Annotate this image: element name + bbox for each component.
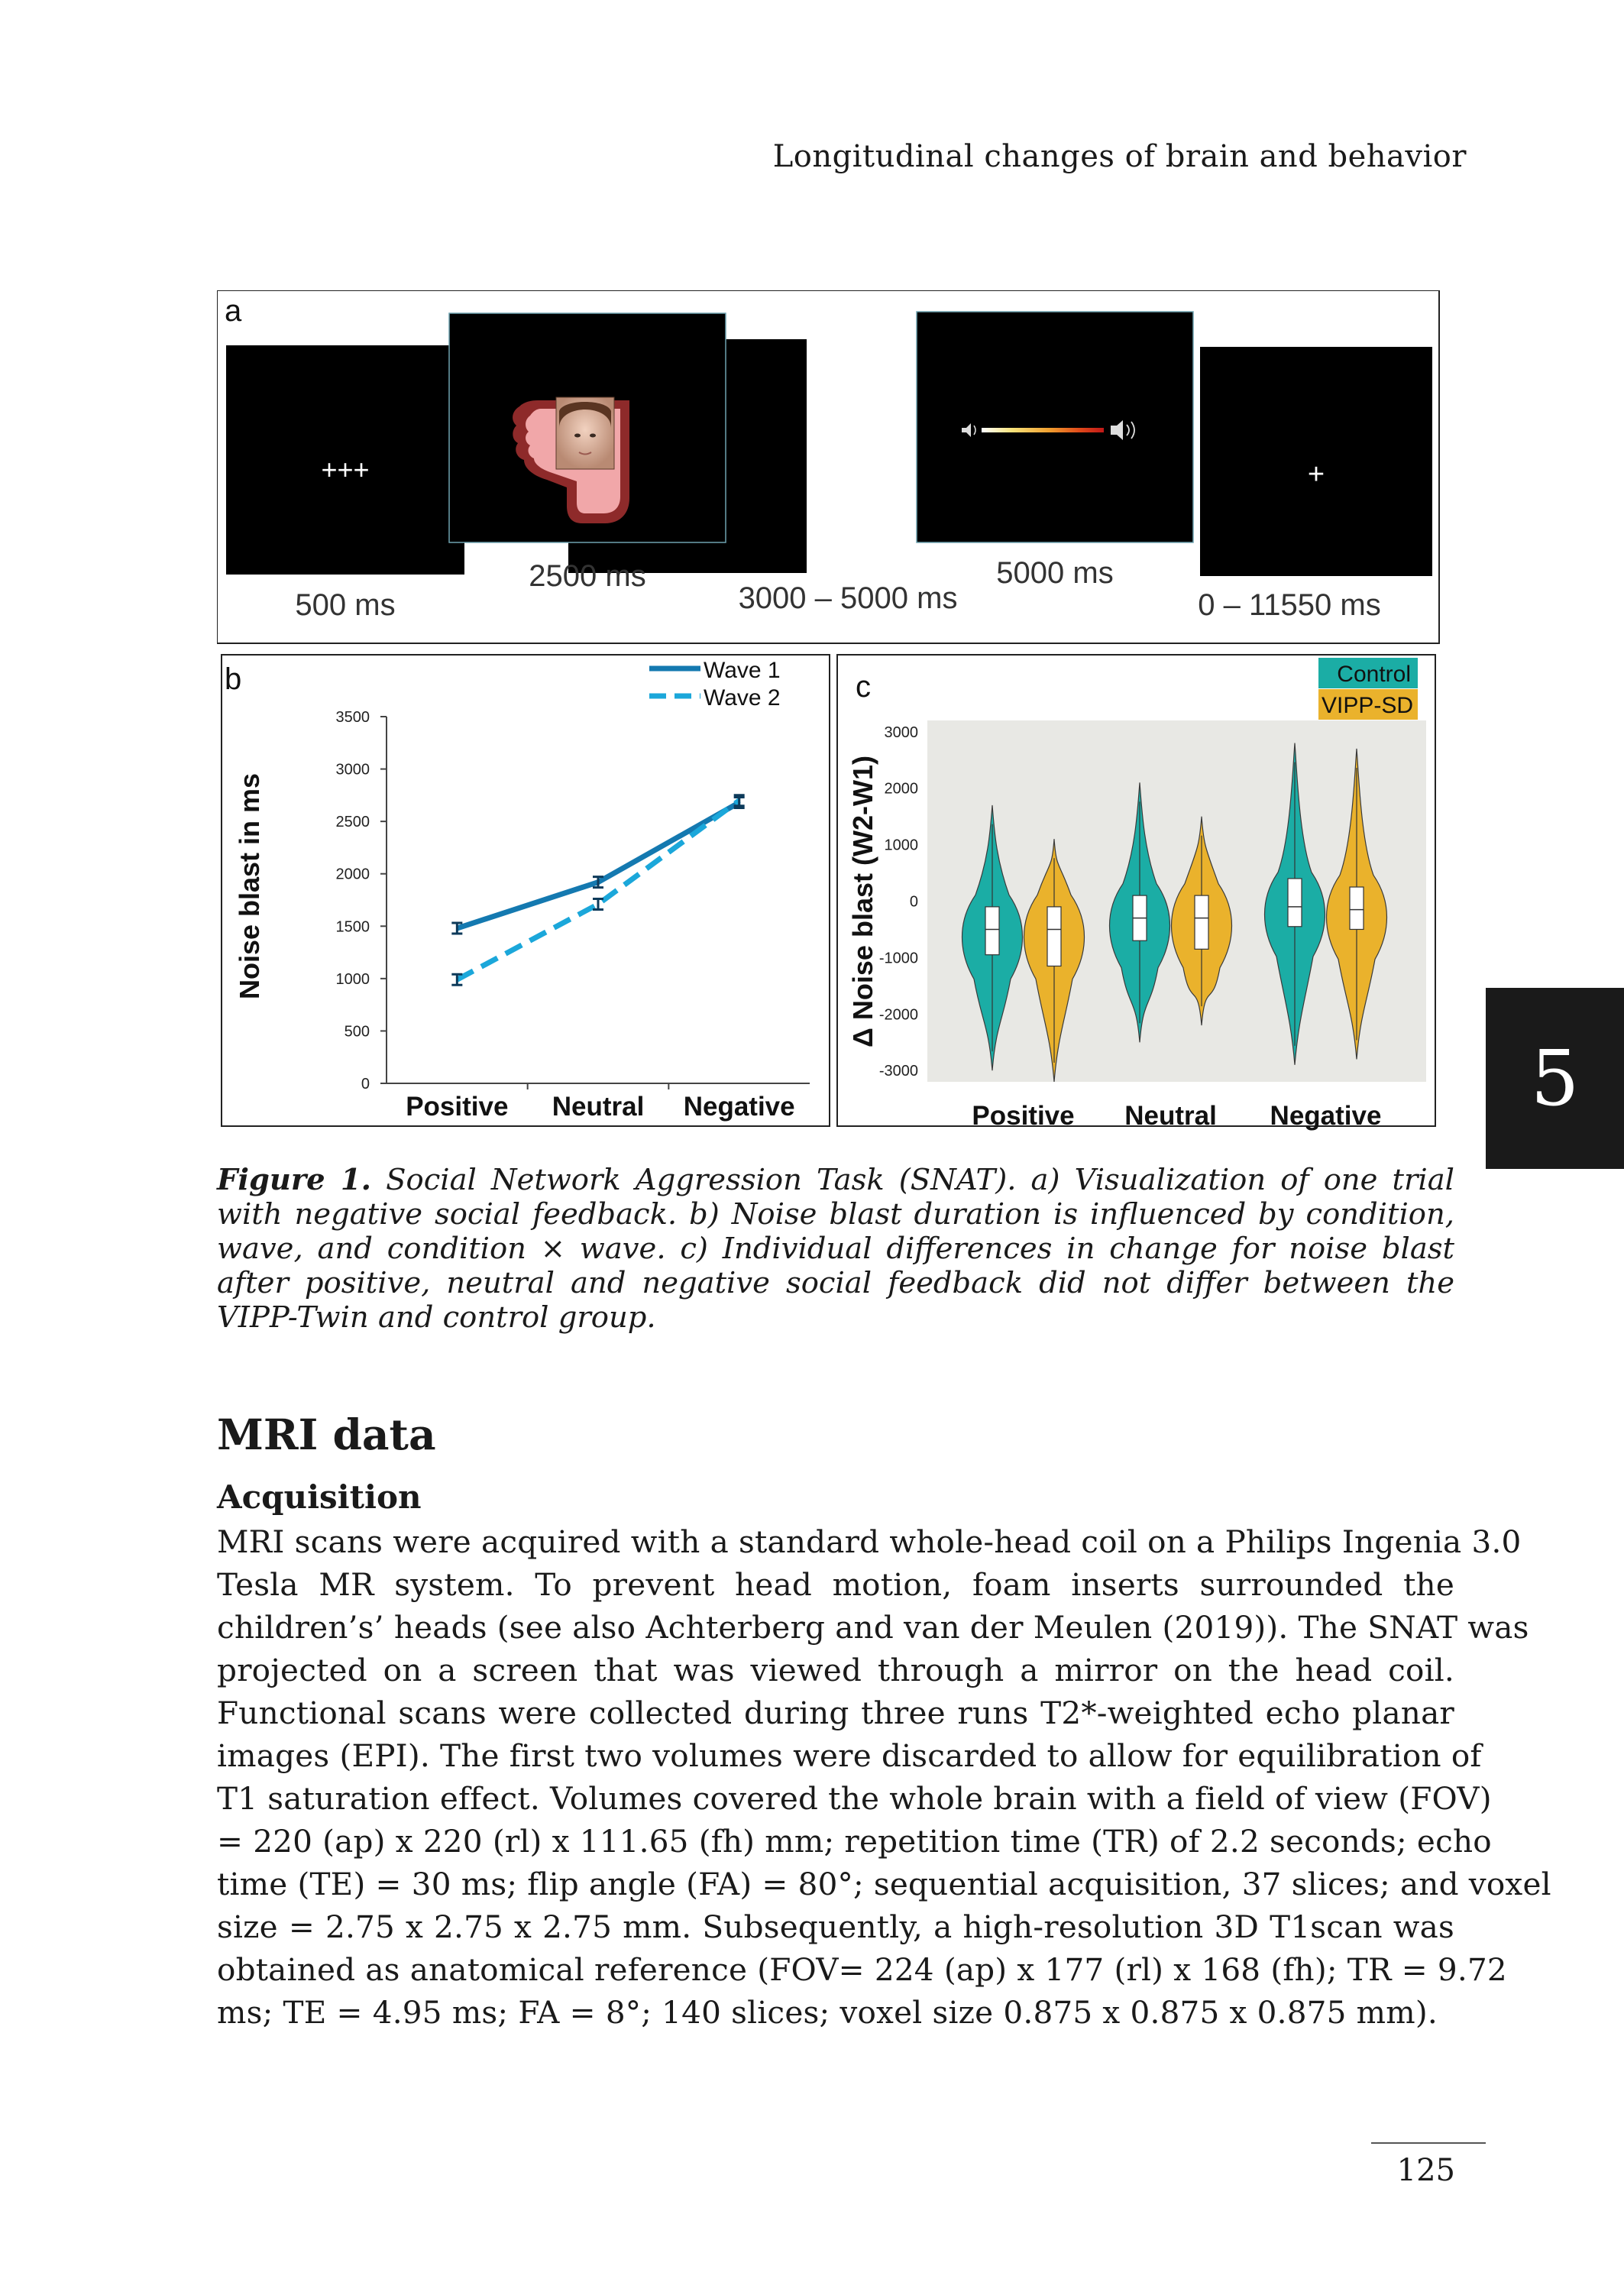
box-iqr [985, 907, 999, 955]
paragraph-line: Tesla MR system. To prevent head motion, foam inserts surrounded the [217, 1566, 1454, 1603]
y-tick-label: 1500 [335, 918, 370, 936]
paragraph-line: time (TE) = 30 ms; flip angle (FA) = 80°; sequential acquisition, 37 slices; and voxel [217, 1866, 1551, 1902]
legend-label-control: Control [1337, 662, 1411, 687]
duration-4: 5000 ms [996, 556, 1114, 590]
paragraph-line: images (EPI). The first two volumes were discarded to allow for equilibration of [217, 1737, 1482, 1774]
panel-c-ylabel: Δ Noise blast (W2-W1) [847, 756, 878, 1047]
panel-c-chart [837, 655, 1435, 1131]
panel-b-ylabel: Noise blast in ms [234, 772, 265, 1000]
page-number-rule [1371, 2142, 1486, 2144]
y-tick-label: 1000 [884, 837, 918, 854]
panel-b-label: b [225, 662, 242, 696]
duration-1: 500 ms [295, 588, 396, 622]
paragraph-line: children’s’ heads (see also Achterberg and van der Meulen (2019)). The SNAT was [217, 1609, 1529, 1646]
y-tick-label: 2500 [335, 814, 370, 831]
screen-symbol-5: + [1307, 458, 1325, 490]
y-tick-label: 500 [344, 1023, 370, 1041]
legend-label-wave1: Wave 1 [704, 658, 781, 683]
duration-3: 3000 – 5000 ms [738, 581, 958, 615]
box-iqr [1350, 887, 1364, 929]
page-number: 125 [1396, 2153, 1455, 2188]
panel-a-label: a [225, 294, 242, 328]
y-tick-label: -2000 [878, 1006, 918, 1024]
caption-label: Figure 1. [217, 1163, 372, 1197]
running-header: Longitudinal changes of brain and behavior [772, 139, 1467, 174]
x-tick-label: Positive [972, 1101, 1075, 1131]
x-tick-label: Negative [1270, 1101, 1382, 1131]
x-tick-label: Neutral [552, 1092, 645, 1122]
duration-5: 0 – 11550 ms [1198, 588, 1381, 622]
x-tick-label: Negative [683, 1092, 795, 1122]
screen-symbol-1: +++ [321, 454, 370, 485]
y-tick-label: 2000 [884, 780, 918, 798]
section-title: MRI data [217, 1410, 436, 1459]
box-iqr [1047, 907, 1061, 966]
box-iqr [1195, 895, 1208, 949]
legend-label-vipp: VIPP-SD [1321, 693, 1413, 718]
box-iqr [1288, 879, 1302, 927]
paragraph-line: size = 2.75 x 2.75 x 2.75 mm. Subsequently, a high-resolution 3D T1scan was [217, 1908, 1454, 1945]
paragraph-line: projected on a screen that was viewed through a mirror on the head coil. [217, 1652, 1454, 1688]
x-tick-label: Neutral [1124, 1101, 1217, 1131]
panel-b-chart [222, 655, 830, 1126]
paragraph-line: ms; TE = 4.95 ms; FA = 8°; 140 slices; voxel size 0.875 x 0.875 x 0.875 mm). [217, 1994, 1438, 2031]
y-tick-label: 1000 [335, 970, 370, 988]
trial-screen-4 [917, 312, 1193, 542]
y-tick-label: 0 [361, 1076, 370, 1093]
caption-text: Social Network Aggression Task (SNAT). a) Visualization of one trial with negative social feedback. b) Noise blast duration is influenced by condition, wave, and condition × wave. c) Individual differences in change for noise blast after positive, neutral and negative social feedback did not differ between the VIPP-Twin and control group. [217, 1163, 1454, 1335]
chapter-tab: 5 [1486, 988, 1624, 1169]
paragraph-line: = 220 (ap) x 220 (rl) x 111.65 (fh) mm; repetition time (TR) of 2.2 seconds; echo [217, 1823, 1492, 1860]
y-tick-label: -1000 [878, 950, 918, 967]
figure-1 [217, 290, 1443, 1133]
y-tick-label: 3000 [884, 724, 918, 741]
body-paragraph [217, 1520, 1551, 2034]
y-tick-label: 0 [909, 893, 918, 911]
paragraph-line: obtained as anatomical reference (FOV= 224 (ap) x 177 (rl) x 168 (fh); TR = 9.72 [217, 1951, 1507, 1988]
y-tick-label: 3500 [335, 709, 370, 726]
panel-c-label: c [856, 670, 871, 704]
figure-canvas [217, 290, 1443, 1133]
legend-label-wave2: Wave 2 [704, 685, 781, 711]
paragraph-line: MRI scans were acquired with a standard whole-head coil on a Philips Ingenia 3.0 [217, 1523, 1522, 1560]
y-tick-label: -3000 [878, 1063, 918, 1080]
duration-2: 2500 ms [529, 559, 646, 593]
panel-b-frame [222, 655, 830, 1126]
paragraph-line: Functional scans were collected during three runs T2*-weighted echo planar [217, 1695, 1454, 1731]
paragraph-line: T1 saturation effect. Volumes covered the whole brain with a field of view (FOV) [217, 1780, 1492, 1817]
figure-caption [217, 1163, 1454, 1335]
x-tick-label: Positive [406, 1092, 509, 1122]
y-tick-label: 2000 [335, 866, 370, 883]
subsection-title: Acquisition [217, 1478, 422, 1516]
y-tick-label: 3000 [335, 761, 370, 779]
